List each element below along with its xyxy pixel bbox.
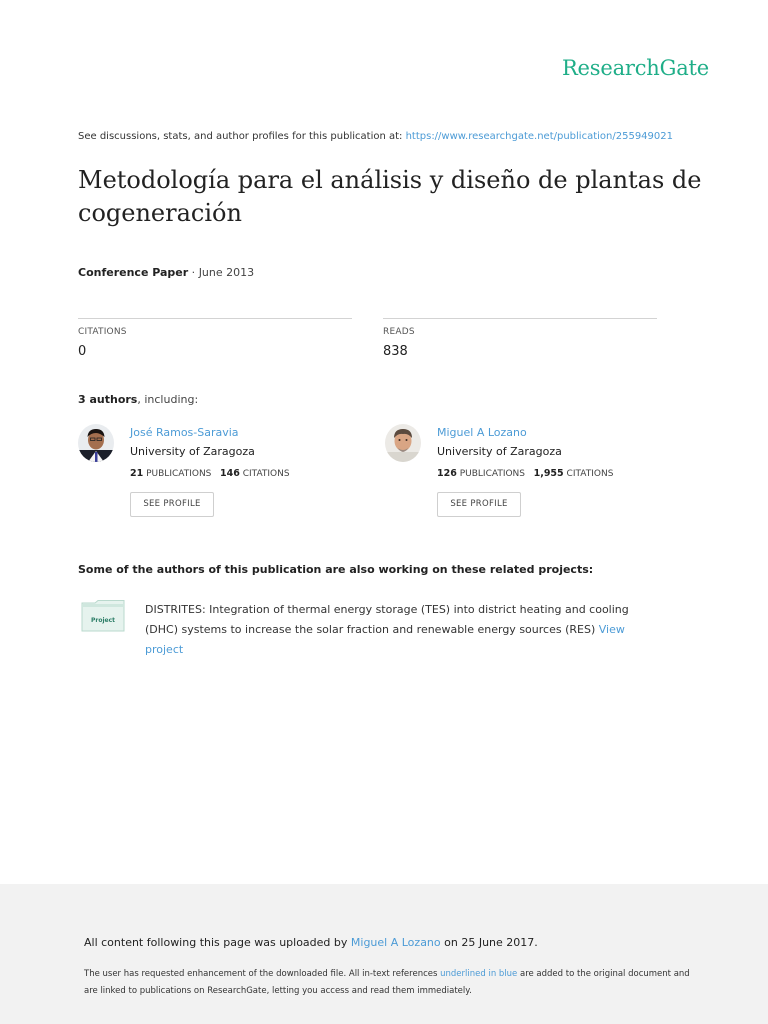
citations-label: CITATIONS [78, 327, 127, 337]
author-publications-label: PUBLICATIONS [146, 469, 212, 479]
discussion-line [78, 131, 673, 142]
discussion-text: See discussions, stats, and author profiles for this publication at: [78, 131, 406, 142]
author-publications-count: 126 [437, 468, 457, 479]
reads-value: 838 [383, 344, 408, 359]
projects-heading: Some of the authors of this publication are also working on these related projects: [78, 563, 594, 576]
publication-url-link[interactable]: https://www.researchgate.net/publication/255949021 [405, 131, 673, 142]
author-stats [437, 468, 613, 479]
see-profile-button[interactable]: SEE PROFILE [130, 492, 214, 517]
researchgate-logo[interactable]: ResearchGate [561, 56, 709, 80]
publication-type: Conference Paper [78, 266, 189, 279]
uploader-link[interactable]: Miguel A Lozano [350, 936, 441, 949]
enhancement-note [84, 966, 704, 1000]
view-project-link[interactable]: View project [145, 623, 625, 656]
note-suffix: are added to the original document and are linked to publications on ResearchGate, letting you access and read them immediately. [84, 969, 690, 996]
project-icon-label: Project [90, 617, 116, 624]
author-avatar[interactable] [78, 424, 114, 462]
citations-stat [78, 318, 352, 359]
author-institution: University of Zaragoza [437, 445, 562, 458]
note-prefix: The user has requested enhancement of the downloaded file. All in-text references [84, 969, 441, 979]
meta-separator: · [188, 266, 199, 279]
reads-label: READS [383, 327, 415, 337]
avatar-photo-icon [78, 424, 114, 462]
author-card [385, 424, 645, 524]
avatar-photo-icon [385, 424, 421, 462]
author-citations-count: 1,955 [533, 468, 564, 479]
uploaded-line [84, 936, 538, 949]
project-folder-icon[interactable] [81, 600, 125, 632]
authors-heading [78, 393, 198, 406]
uploaded-prefix: All content following this page was uploaded by [84, 936, 351, 949]
citations-value: 0 [78, 344, 87, 359]
author-card [78, 424, 338, 524]
author-name-link[interactable]: José Ramos-Saravia [130, 426, 239, 439]
author-citations-label: CITATIONS [566, 469, 614, 479]
author-citations-label: CITATIONS [242, 469, 290, 479]
author-publications-count: 21 [130, 468, 144, 479]
see-profile-button[interactable]: SEE PROFILE [437, 492, 521, 517]
author-name-link[interactable]: Miguel A Lozano [437, 426, 527, 439]
authors-suffix: , including: [137, 393, 199, 406]
footer [0, 884, 768, 1024]
uploaded-suffix: on 25 June 2017. [440, 936, 538, 949]
project-description [145, 600, 665, 660]
author-publications-label: PUBLICATIONS [459, 469, 525, 479]
author-institution: University of Zaragoza [130, 445, 255, 458]
author-citations-count: 146 [219, 468, 240, 479]
publication-meta [78, 266, 254, 279]
underlined-in-blue-text: underlined in blue [440, 969, 518, 979]
publication-date: June 2013 [198, 266, 255, 279]
reads-stat [383, 318, 657, 359]
project-text: DISTRITES: Integration of thermal energy storage (TES) into district heating and cooling (DHC) systems to increase the solar fraction and renewable energy sources (RES) [145, 603, 629, 636]
publication-title: Metodología para el análisis y diseño de plantas de cogeneración [78, 166, 702, 227]
authors-count: 3 authors [78, 393, 138, 406]
author-stats [130, 468, 290, 479]
author-avatar[interactable] [385, 424, 421, 462]
